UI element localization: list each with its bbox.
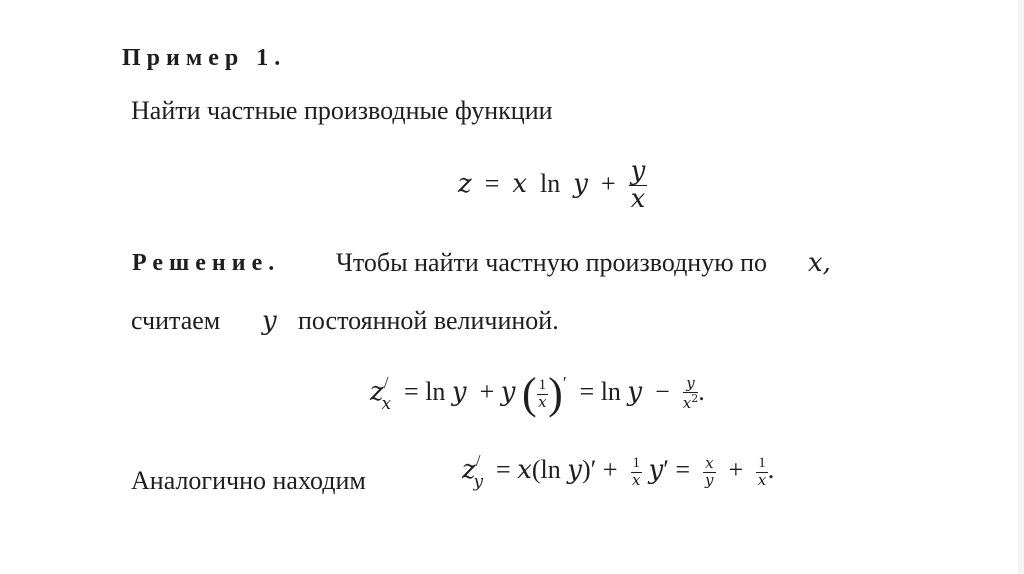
solution-text-1: Чтобы найти частную производную по <box>336 248 768 277</box>
derivative-x-formula: $z^/_x = \ln y + y$ ( $\frac{1}{x}$ )′ = ln y − $\frac{y}{x^2}$ . <box>370 369 705 418</box>
solution-text-2b: постоянной величиной. <box>298 306 559 335</box>
task-text: Найти частные производные функции <box>131 96 553 125</box>
function-formula: z = x ln y + $\frac{y}{x}$ <box>458 156 646 215</box>
solution-heading: Решение. <box>132 250 281 276</box>
similar-text: Аналогично находим <box>131 466 366 495</box>
derivative-y-formula: $z^/_y = x(\ln$ y)′ + $\frac{1}{x}$ y′ = $\frac{x}{y}$ + $\frac{1}{x}$ . <box>462 451 775 493</box>
example-heading: Пример 1. <box>122 45 287 71</box>
solution-var-x: x, <box>808 248 831 278</box>
slide-edge <box>1018 0 1024 574</box>
solution-text-2a: считаем <box>131 306 221 335</box>
solution-var-y: y <box>262 306 277 336</box>
